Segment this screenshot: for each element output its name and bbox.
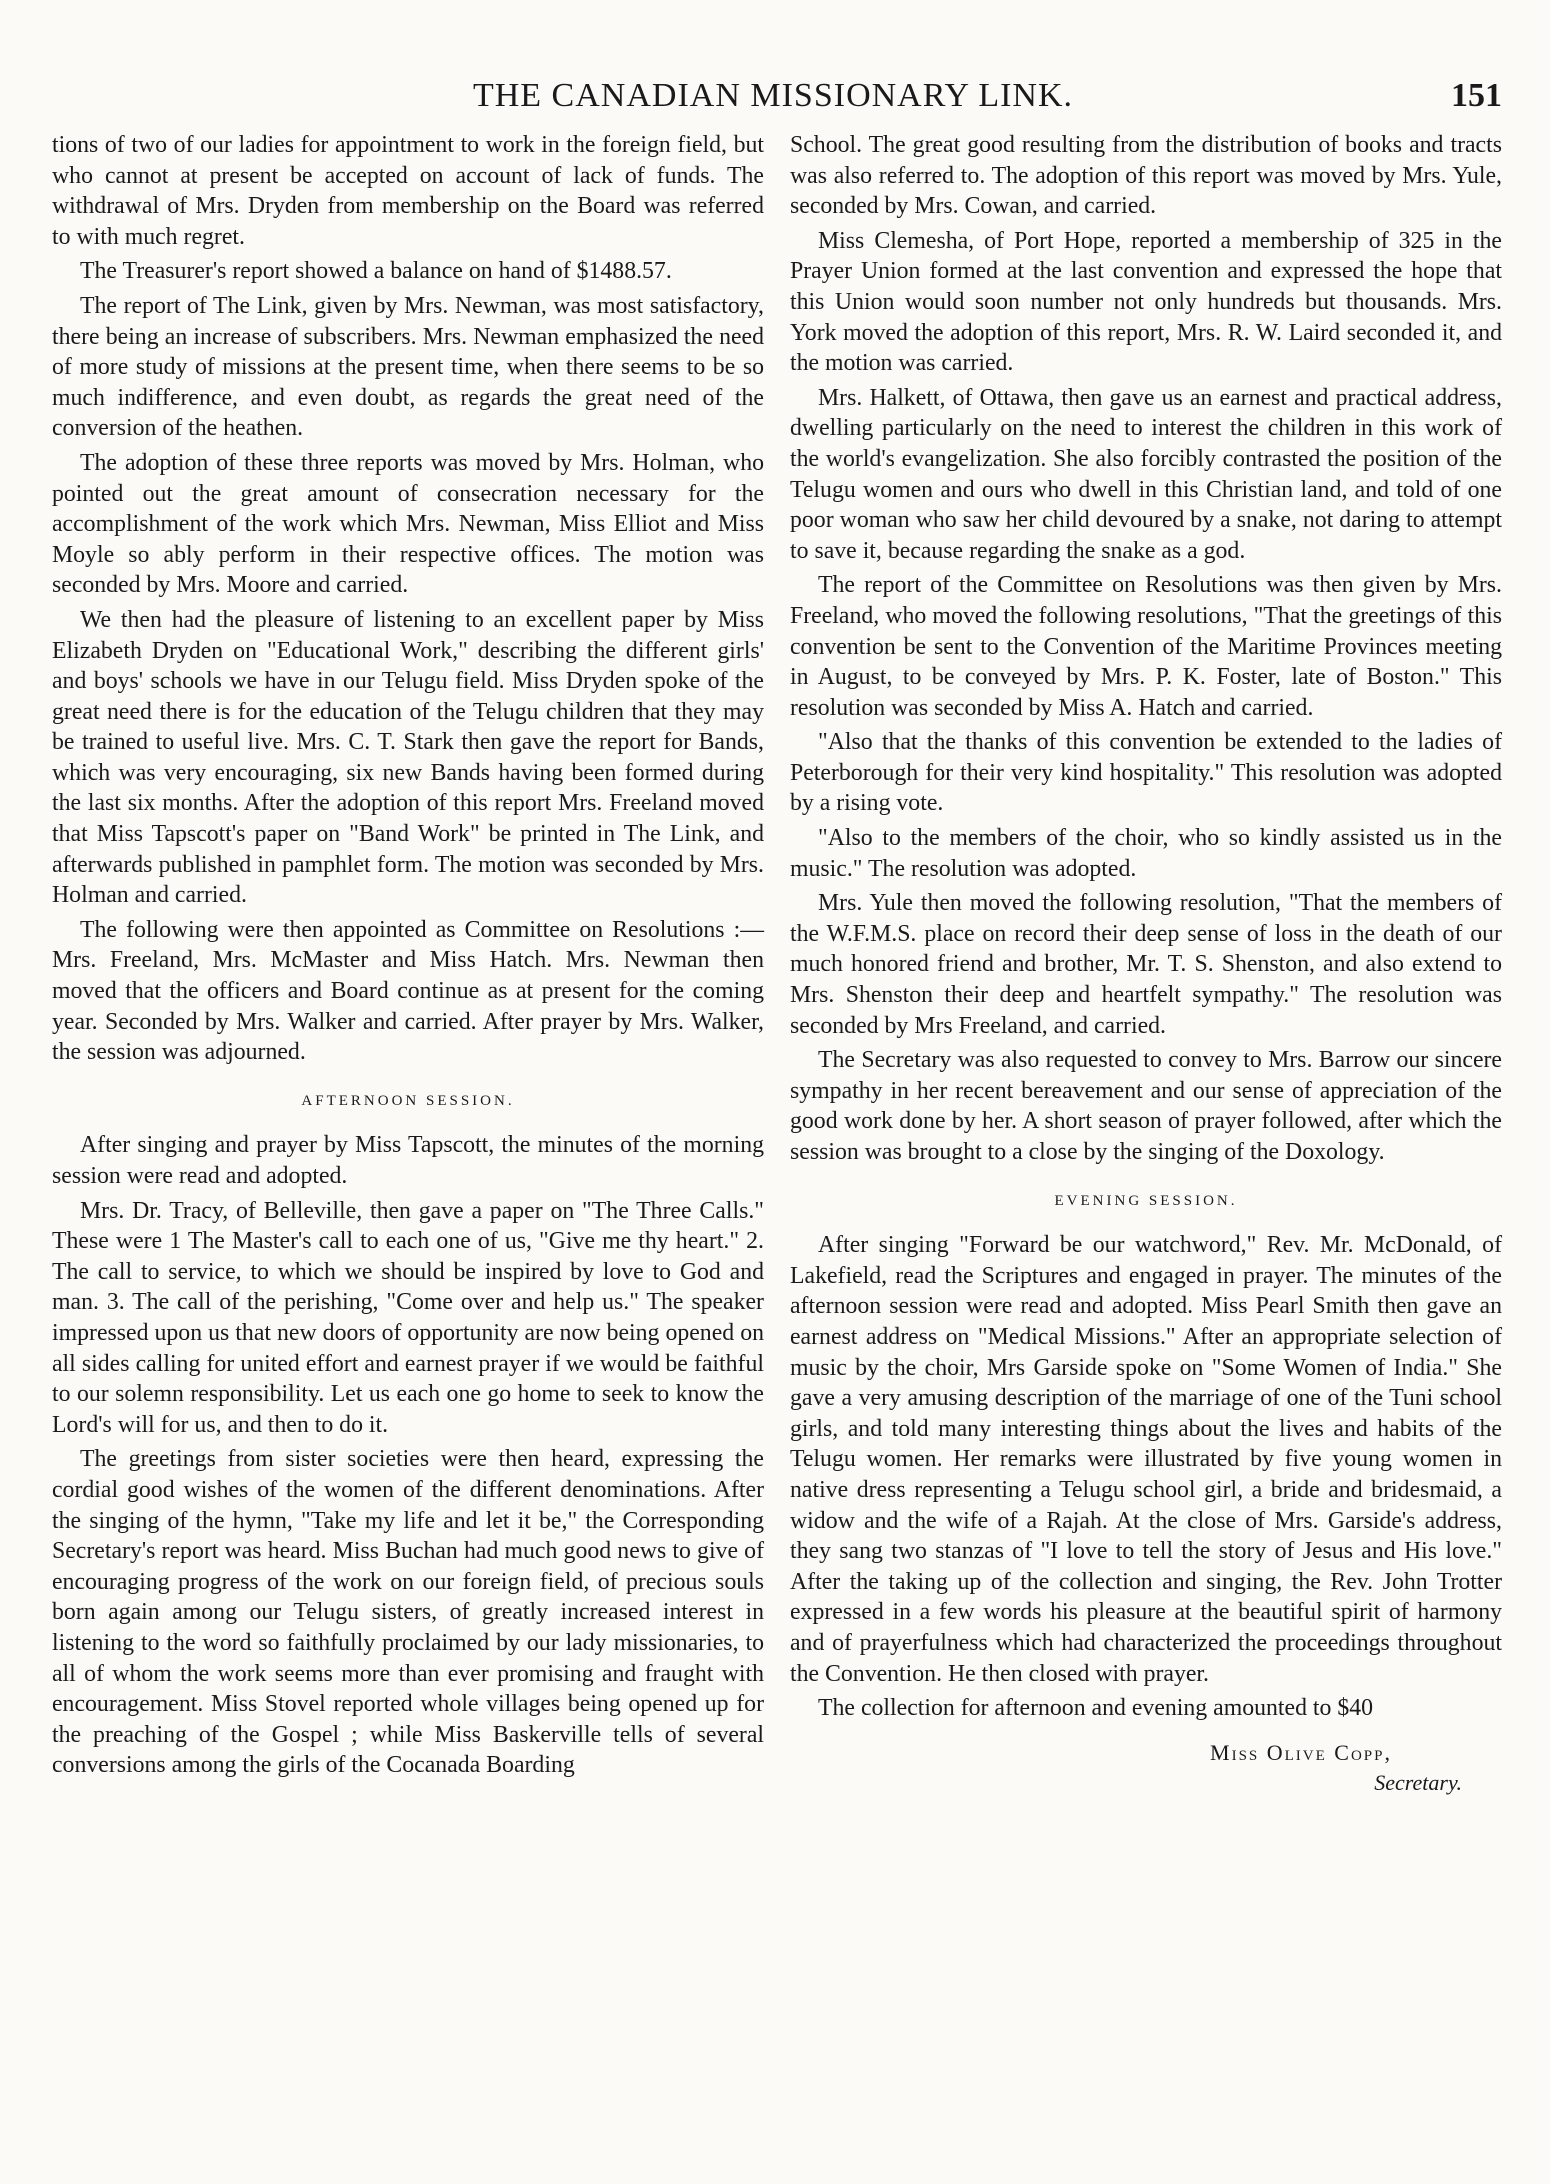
paragraph: The report of The Link, given by Mrs. Newman, was most satisfactory, there being an increase of subscribers. Mrs. Newman emphasized the need of more study of missions at the present time, when there seems to be so much indifference, and even doubt, as regards the great need of the conversion of the heathen.	[52, 292, 764, 442]
paragraph: The following were then appointed as Committee on Resolutions :—Mrs. Freeland, Mrs. McMaster and Miss Hatch. Mrs. Newman then moved that the officers and Board continue as at present for the coming year. Seconded by Mrs. Walker and carried. After prayer by Mrs. Walker, the session was adjourned.	[52, 916, 764, 1066]
signature-title: Secretary.	[1374, 1769, 1462, 1795]
paragraph: The greetings from sister societies were then heard, expressing the cordial good wishes of the women of the different denominations. After the singing of the hymn, "Take my life and let it be," the Corresponding Secretary's report was heard. Miss Buchan had much good news to give of encouraging progress of the work on our foreign field, of precious souls born again among our Telugu sisters, of greatly increased interest in listening to the word so faithfully proclaimed by our lady missionaries, to all of whom the work seems more than ever promising and fraught with encouragement. Miss Stovel reported whole villages being opened up for the preaching of the Gospel ; while Miss Baskerville tells of several conversions among the girls of the Cocanada Boarding	[52, 1446, 764, 1779]
paragraph: We then had the pleasure of listening to an excellent paper by Miss Elizabeth Dryden on "Educational Work," describing the different girls' and boys' schools we have in our Telugu field. Miss Dryden spoke of the great need there is for the education of the Telugu children that they may be trained to useful live. Mrs. C. T. Stark then gave the report for Bands, which was very encouraging, six new Bands having been formed during the last six months. After the adoption of this report Mrs. Freeland moved that Miss Tapscott's paper on "Band Work" be printed in The Link, and afterwards published in pamphlet form. The motion was seconded by Mrs. Holman and carried.	[52, 606, 764, 909]
paragraph: After singing and prayer by Miss Tapscott, the minutes of the morning session were read and adopted.	[52, 1132, 764, 1189]
page-number: 151	[1451, 77, 1502, 114]
paragraph: The report of the Committee on Resolutions was then given by Mrs. Freeland, who moved the following resolutions, "That the greetings of this convention be sent to the Convention of the Maritime Provinces meeting in August, to be conveyed by Mrs. P. K. Foster, late of Boston." This resolution was seconded by Miss A. Hatch and carried.	[790, 572, 1502, 721]
signature-name: Miss Olive Copp,	[1210, 1739, 1392, 1765]
left-column	[52, 130, 764, 1785]
paragraph: tions of two of our ladies for appointment to work in the foreign field, but who cannot at present be accepted on account of lack of funds. The withdrawal of Mrs. Dryden from membership on the Board was referred to with much regret.	[52, 132, 764, 250]
paragraph: Miss Clemesha, of Port Hope, reported a membership of 325 in the Prayer Union formed at the last convention and expressed the hope that this Union would soon number not only hundreds but thousands. Mrs. York moved the adoption of this report, Mrs. R. W. Laird seconded it, and the motion was carried.	[790, 227, 1502, 377]
right-column	[790, 130, 1502, 1798]
paragraph: After singing "Forward be our watchword," Rev. Mr. McDonald, of Lakefield, read the Scriptures and engaged in prayer. The minutes of the afternoon session were read and adopted. Miss Pearl Smith then gave an earnest address on "Medical Missions." After an appropriate selection of music by the choir, Mrs Garside spoke on "Some Women of India." She gave a very amusing description of the marriage of one of the Tuni school girls, and told many interesting things about the lives and habits of the Telugu women. Her remarks were illustrated by five young women in native dress representing a Telugu school girl, a bride and bridesmaid, a widow and the wife of a Rajah. At the close of Mrs. Garside's address, they sang two stanzas of "I love to tell the story of Jesus and His love." After the taking up of the collection and singing, the Rev. John Trotter expressed in a few words his pleasure at the beautiful spirit of harmony and of prayerfulness which had characterized the proceedings throughout the Convention. He then closed with prayer.	[790, 1232, 1502, 1687]
paragraph: The collection for afternoon and evening amounted to $40	[818, 1695, 1374, 1722]
afternoon-session-heading: AFTERNOON SESSION.	[301, 1092, 515, 1109]
paragraph: Mrs. Yule then moved the following resolution, "That the members of the W.F.M.S. place on record their deep sense of loss in the death of our much honored friend and brother, Mr. T. S. Shenston, and also extend to Mrs. Shenston their deep and heartfelt sympathy." The resolution was seconded by Mrs Freeland, and carried.	[790, 890, 1502, 1039]
evening-session-heading: EVENING SESSION.	[1054, 1192, 1238, 1209]
publication-title: THE CANADIAN MISSIONARY LINK.	[472, 77, 1074, 114]
running-header	[44, 74, 1502, 118]
paragraph: "Also to the members of the choir, who so kindly assisted us in the music." The resolution was adopted.	[790, 825, 1502, 882]
paragraph: The adoption of these three reports was moved by Mrs. Holman, who pointed out the great amount of consecration necessary for the accomplishment of the work which Mrs. Newman, Miss Elliot and Miss Moyle so ably perform in their respective offices. The motion was seconded by Mrs. Moore and carried.	[52, 449, 764, 599]
paragraph: Mrs. Dr. Tracy, of Belleville, then gave a paper on "The Three Calls." These were 1 The Master's call to each one of us, "Give me thy heart." 2. The call to service, to which we should be inspired by love to God and man. 3. The call of the perishing, "Come over and help us." The speaker impressed upon us that new doors of opportunity are now being opened on all sides calling for united effort and earnest prayer if we would be faithful to our solemn responsibility. Let us each one go home to seek to know the Lord's will for us, and then to do it.	[52, 1197, 764, 1438]
paragraph: The Treasurer's report showed a balance on hand of $1488.57.	[80, 258, 672, 285]
paragraph: School. The great good resulting from the distribution of books and tracts was also referred to. The adoption of this report was moved by Mrs. Yule, seconded by Mrs. Cowan, and carried.	[790, 132, 1502, 220]
paragraph: Mrs. Halkett, of Ottawa, then gave us an earnest and practical address, dwelling particularly on the need to interest the children in this work of the world's evangelization. She also forcibly contrasted the position of the Telugu women and ours who dwell in this Christian land, and told of one poor woman who saw her child devoured by a snake, not daring to attempt to save it, because regarding the snake as a god.	[790, 384, 1502, 564]
paragraph: The Secretary was also requested to convey to Mrs. Barrow our sincere sympathy in her recent bereavement and our sense of appreciation of the good work done by her. A short season of prayer followed, after which the session was brought to a close by the singing of the Doxology.	[790, 1047, 1502, 1165]
signature-block	[790, 1738, 1502, 1798]
paragraph: "Also that the thanks of this convention be extended to the ladies of Peterborough for their very kind hospitality." This resolution was adopted by a rising vote.	[790, 729, 1502, 817]
